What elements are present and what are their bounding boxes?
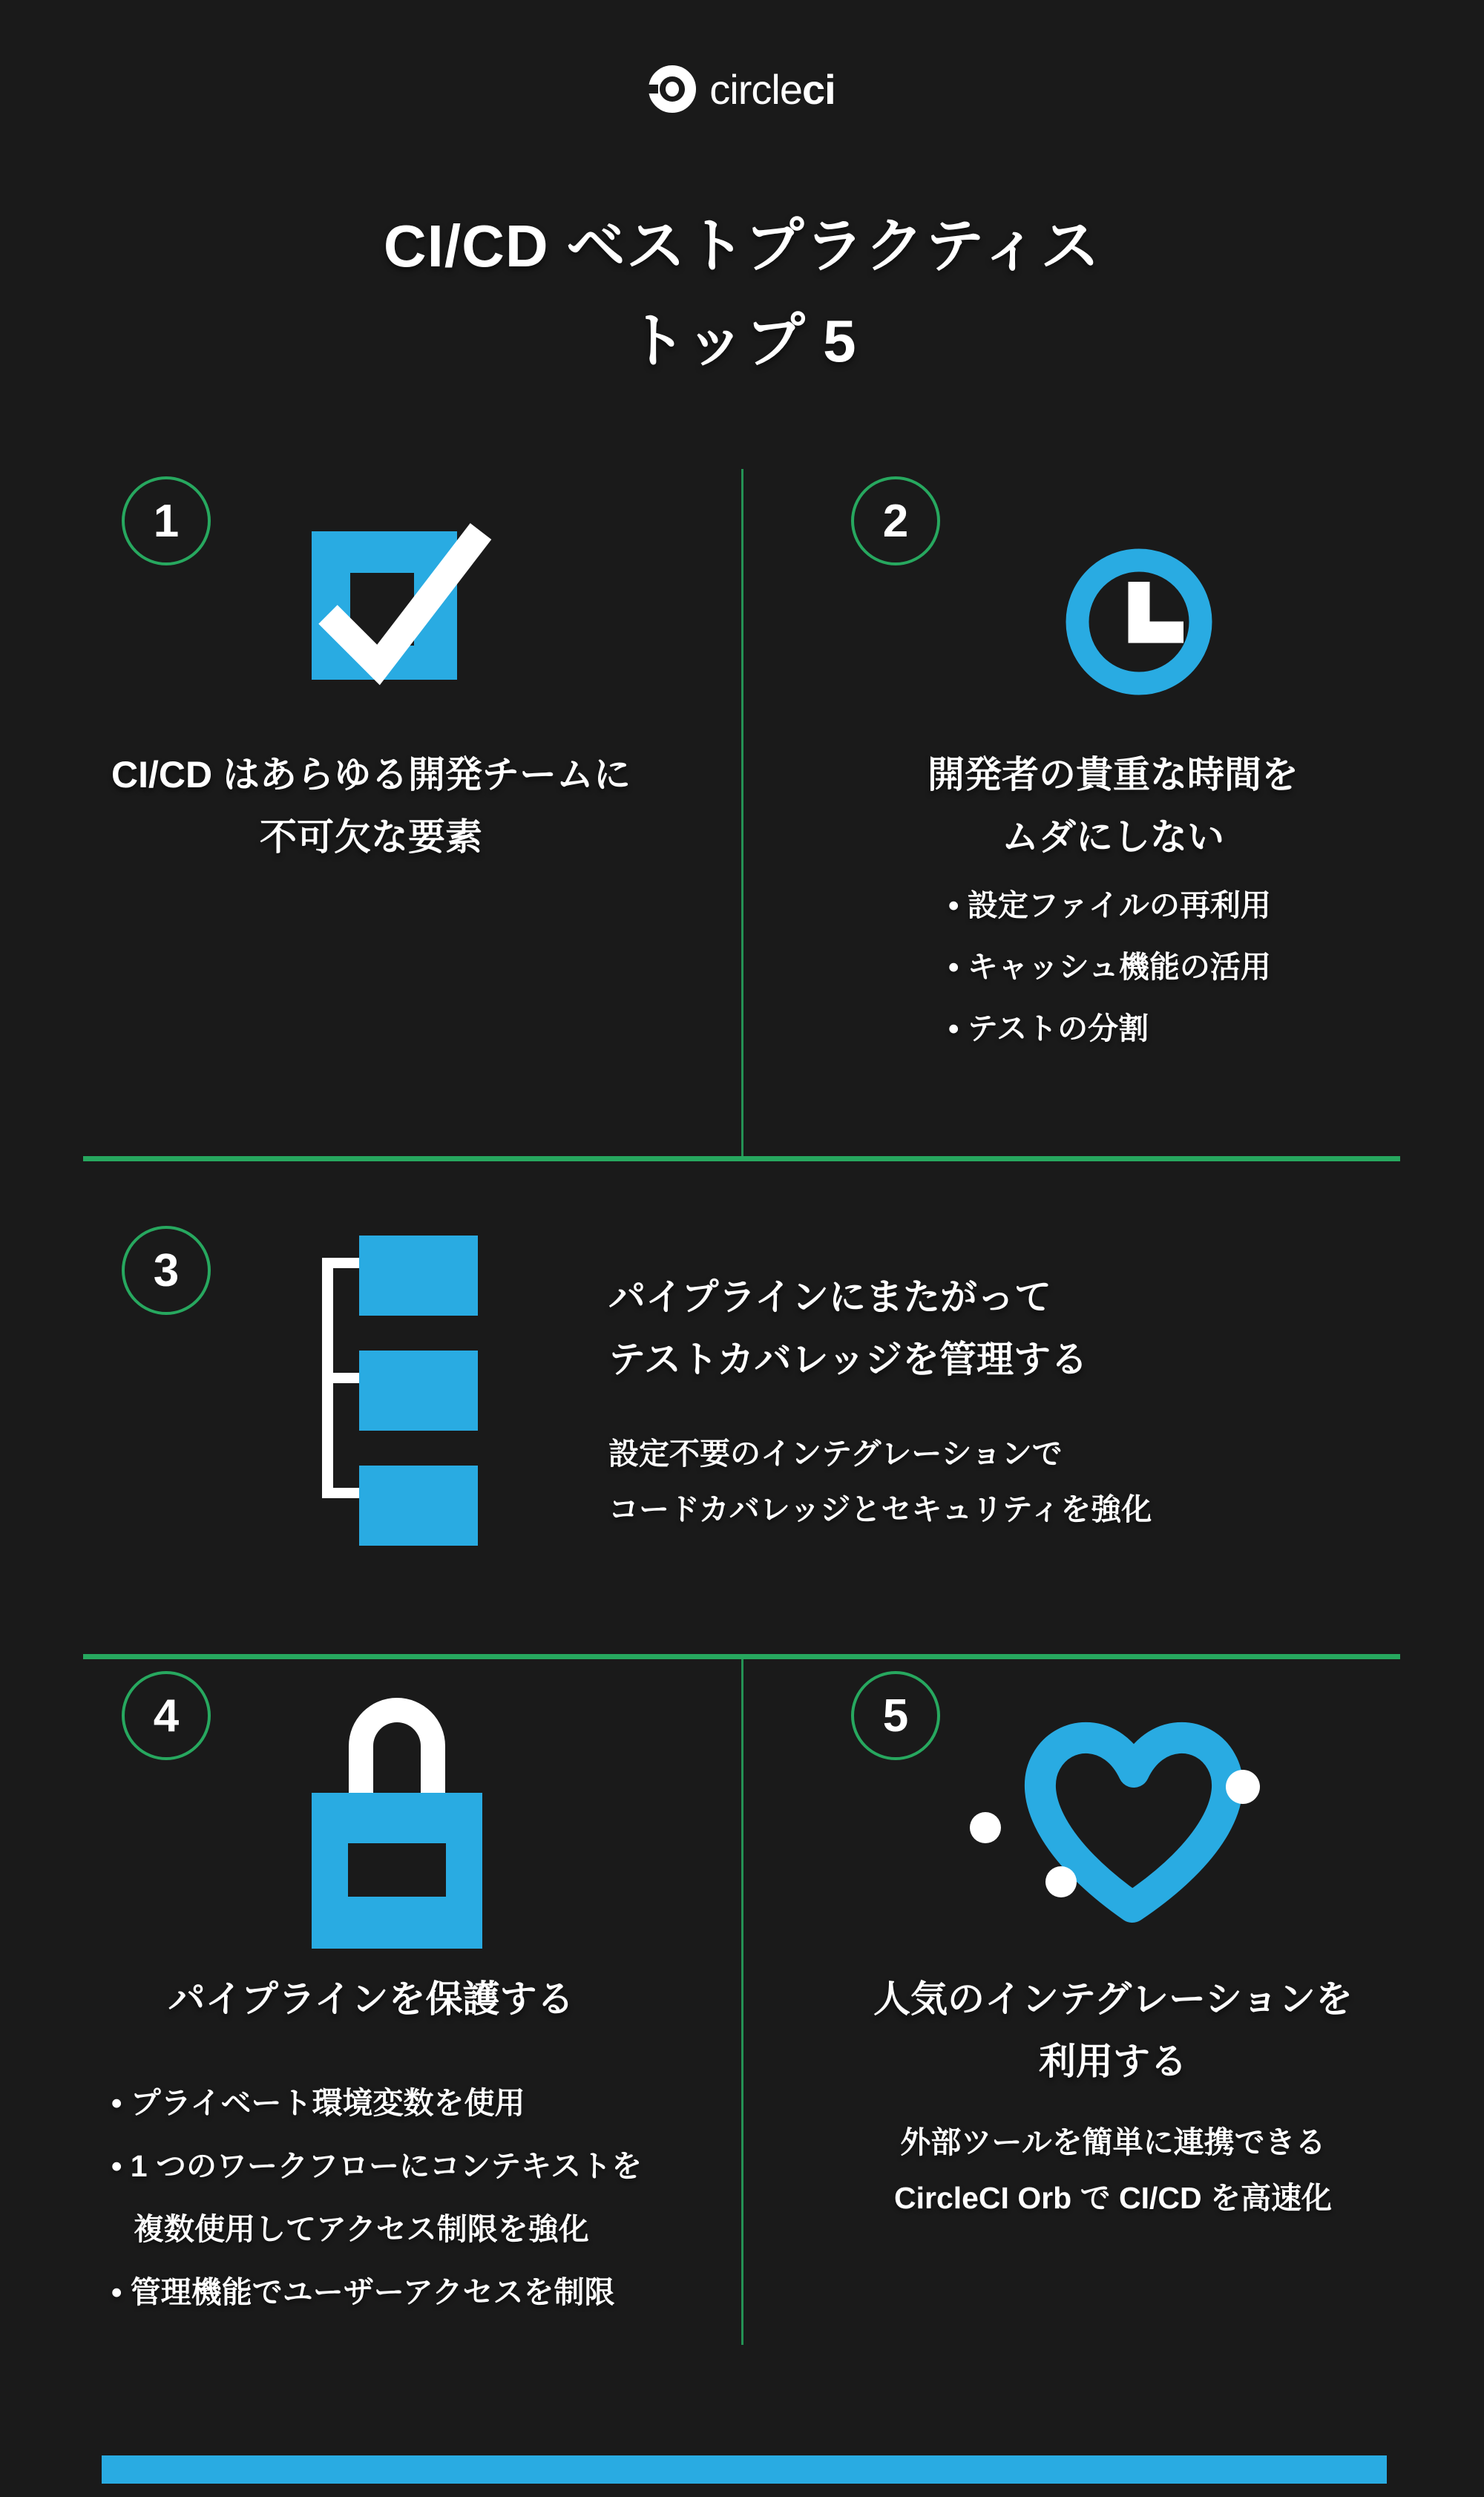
section-5-heading-line1: 人気のインテグレーションを (873, 1978, 1353, 2020)
section-5-heading (742, 1968, 1484, 2093)
section-5-heading-line2: 利用する (1039, 2041, 1187, 2082)
section-5-subtext (742, 2115, 1484, 2225)
heart-dot-bottom (1045, 1866, 1077, 1897)
section-2-heading-line1: 開発者の貴重な時間を (928, 754, 1298, 795)
circleci-logo (0, 64, 1484, 114)
clock-icon (1065, 548, 1213, 696)
section-4-number: 4 (153, 1690, 180, 1742)
section-3-heading-line1: パイプラインにまたがって (608, 1276, 1051, 1318)
page-title-line1: CI/CD ベストプラクティス (383, 213, 1101, 279)
horizontal-divider-1 (83, 1156, 1400, 1161)
logo-notch (646, 85, 658, 93)
section-4-bullet-1: • プライベート環境変数を使用 (111, 2087, 642, 2120)
section-2-bullet-2: • キャッシュ機能の活用 (948, 951, 1271, 984)
heart-dot-left (970, 1812, 1001, 1843)
page-title (0, 199, 1484, 389)
circleci-logo-text (709, 65, 835, 114)
section-3-subtext-line1: 設定不要のインテグレーションで (608, 1437, 1063, 1471)
section-5-number: 5 (882, 1690, 909, 1742)
section-2-number: 2 (882, 495, 909, 547)
horizontal-divider-2 (83, 1654, 1400, 1659)
section-4-heading (0, 1968, 742, 2030)
section-3-number: 3 (153, 1244, 180, 1296)
section-4-bullet-2-continuation: 複数使用してアクセス制限を強化 (134, 2212, 589, 2247)
section-3-subtext-line2: コードカバレッジとセキュリティを強化 (608, 1492, 1152, 1526)
section-1-heading (0, 744, 742, 868)
section-3-number-badge (122, 1226, 211, 1315)
section-1-number: 1 (153, 495, 180, 547)
pipeline-tree-icon (312, 1236, 482, 1551)
checkbox-icon (312, 511, 497, 689)
lock-icon (310, 1698, 484, 1969)
section-4-bullet-2: • 1 つのワークフローにコンテキストを (111, 2150, 642, 2183)
section-2-bullets (948, 889, 1271, 1074)
page-title-line2: トップ 5 (627, 308, 857, 374)
section-5-subtext-line1: 外部ツールを簡単に連携できる (900, 2125, 1326, 2159)
section-4-bullet-3: • 管理機能でユーザーアクセスを制限 (111, 2276, 642, 2309)
logo-text-prefix: circle (709, 65, 802, 113)
section-1-number-badge (122, 476, 211, 565)
section-1-heading-line1: CI/CD はあらゆる開発チームに (111, 754, 631, 795)
section-4-heading-line1: パイプラインを保護する (168, 1978, 574, 2020)
section-4-bullets (111, 2087, 642, 2339)
circleci-logo-icon (649, 65, 696, 113)
section-2-number-badge (851, 476, 940, 565)
footer-accent-bar (102, 2455, 1387, 2484)
section-1-heading-line2: 不可欠な要素 (260, 816, 482, 858)
heart-dot-right (1226, 1770, 1260, 1804)
logo-text-suffix: ci (801, 65, 835, 113)
section-2-heading (742, 744, 1484, 868)
section-3-heading-line2: テストカバレッジを管理する (608, 1339, 1088, 1380)
heart-icon (942, 1683, 1269, 1950)
section-2-bullet-1: • 設定ファイルの再利用 (948, 889, 1271, 922)
section-3-subtext (608, 1426, 1425, 1537)
section-4-number-badge (122, 1671, 211, 1760)
section-3-heading (608, 1266, 1425, 1391)
section-2-heading-line2: ムダにしない (1002, 816, 1224, 858)
section-2-bullet-3: • テストの分割 (948, 1012, 1271, 1046)
section-5-subtext-line2: CircleCI Orb で CI/CD を高速化 (893, 2180, 1332, 2215)
section-5-number-badge (851, 1671, 940, 1760)
lock-keyhole (348, 1843, 446, 1897)
